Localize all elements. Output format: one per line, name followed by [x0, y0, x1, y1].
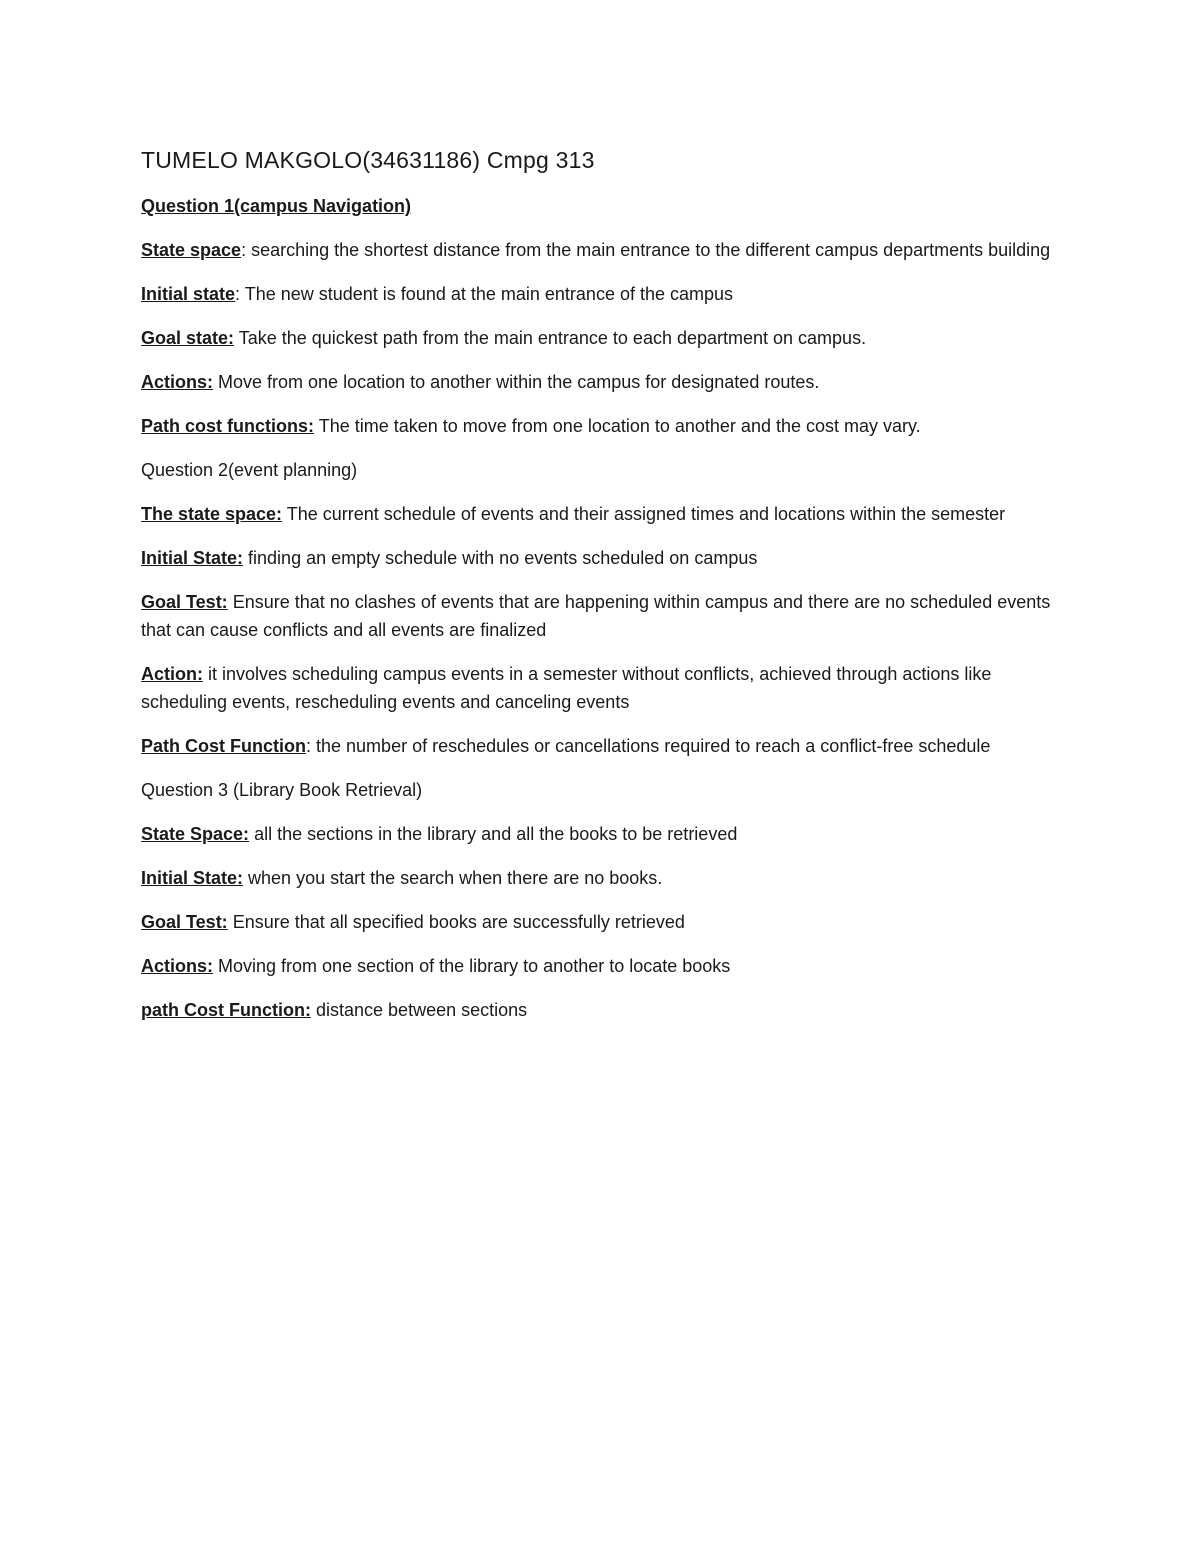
q1-goal-state-text: Take the quickest path from the main entrance to each department on campus.	[238, 328, 867, 348]
q1-initial-state-sep: :	[235, 284, 245, 304]
document-title: TUMELO MAKGOLO(34631186) Cmpg 313	[141, 147, 595, 173]
q2-goal-test-text: Ensure that no clashes of events that are happening within campus and there are no scheduled events that can cause conflicts and all events are finalized	[141, 592, 1051, 640]
q1-goal-state-label: Goal state:	[141, 328, 235, 348]
q2-path-cost	[141, 732, 1051, 760]
q1-goal-state	[141, 324, 1051, 352]
q2-path-cost-text: the number of reschedules or cancellations required to reach a conflict-free schedule	[316, 736, 991, 756]
q1-initial-state-text: The new student is found at the main entrance of the campus	[244, 284, 734, 304]
q3-path-cost	[141, 996, 1051, 1024]
q2-goal-test-label: Goal Test:	[141, 592, 228, 612]
q3-initial-state-label: Initial State:	[141, 868, 244, 888]
document-page	[141, 146, 1051, 1040]
q3-initial-state-text: when you start the search when there are no books.	[248, 868, 663, 888]
q1-actions-text: Move from one location to another within the campus for designated routes.	[218, 372, 820, 392]
q2-path-cost-sep: :	[306, 736, 317, 756]
q1-actions-label: Actions:	[141, 372, 213, 392]
question-1-heading	[141, 192, 1051, 220]
q3-goal-test-label: Goal Test:	[141, 912, 228, 932]
q1-path-cost-text: The time taken to move from one location to another and the cost may vary.	[318, 416, 921, 436]
q1-state-space-label: State space	[141, 240, 242, 260]
q2-action-text: it involves scheduling campus events in a semester without conflicts, achieved through actions like scheduling events, rescheduling events and canceling events	[141, 664, 992, 712]
q1-path-cost-label: Path cost functions:	[141, 416, 315, 436]
q3-initial-state	[141, 864, 1051, 892]
q3-state-space-text: all the sections in the library and all the books to be retrieved	[254, 824, 738, 844]
q3-actions-text: Moving from one section of the library to another to locate books	[218, 956, 731, 976]
question-2-heading: Question 2(event planning)	[141, 460, 358, 480]
q3-state-space	[141, 820, 1051, 848]
q3-actions	[141, 952, 1051, 980]
q3-goal-test	[141, 908, 1051, 936]
q2-state-space-label: The state space:	[141, 504, 283, 524]
q2-action-label: Action:	[141, 664, 203, 684]
q1-actions	[141, 368, 1051, 396]
q3-actions-label: Actions:	[141, 956, 213, 976]
q2-initial-state-label: Initial State:	[141, 548, 244, 568]
q2-state-space	[141, 500, 1051, 528]
q1-initial-state-label: Initial state	[141, 284, 236, 304]
q3-path-cost-label: path Cost Function:	[141, 1000, 311, 1020]
q3-goal-test-text: Ensure that all specified books are successfully retrieved	[232, 912, 685, 932]
q2-initial-state-text: finding an empty schedule with no events scheduled on campus	[248, 548, 758, 568]
q2-path-cost-label: Path Cost Function	[141, 736, 306, 756]
q2-initial-state	[141, 544, 1051, 572]
q1-state-space-sep: :	[241, 240, 252, 260]
q3-state-space-label: State Space:	[141, 824, 250, 844]
q3-path-cost-text: distance between sections	[316, 1000, 528, 1020]
q2-action	[141, 660, 1051, 716]
q1-state-space-text: searching the shortest distance from the main entrance to the different campus departments building	[251, 240, 1051, 260]
question-1-heading-text: Question 1(campus Navigation)	[141, 196, 412, 216]
question-3-heading: Question 3 (Library Book Retrieval)	[141, 780, 423, 800]
q1-initial-state	[141, 280, 1051, 308]
q1-path-cost	[141, 412, 1051, 440]
q2-goal-test	[141, 588, 1051, 644]
q2-state-space-text: The current schedule of events and their assigned times and locations within the semester	[286, 504, 1006, 524]
q1-state-space	[141, 236, 1051, 264]
